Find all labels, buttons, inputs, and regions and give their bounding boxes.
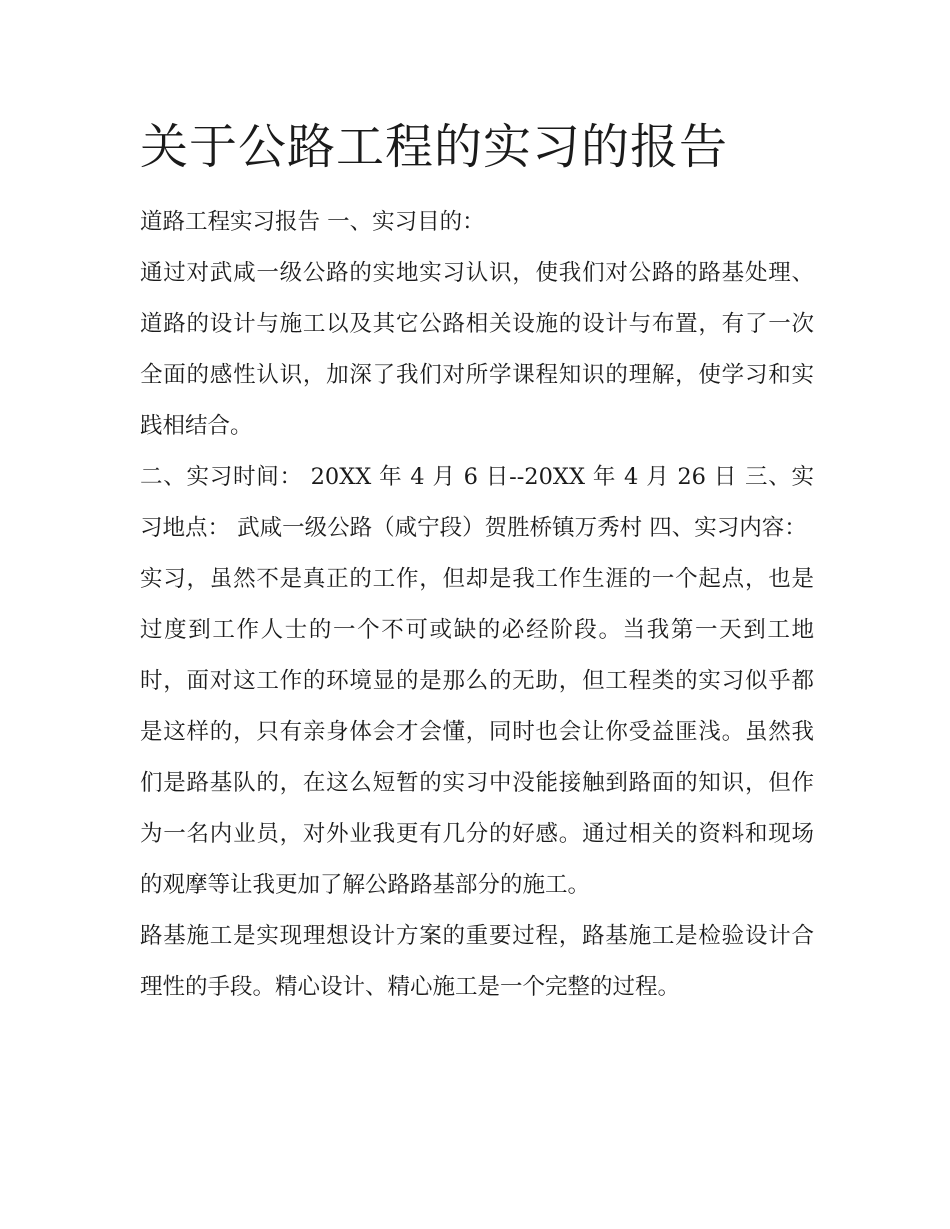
paragraph-content: 实习，虽然不是真正的工作，但却是我工作生涯的一个起点，也是过度到工作人士的一个不可或缺的必经阶段。当我第一天到工地时，面对这工作的环境显的是那么的无助，但工程类的实习似乎都是这样的，只有亲身体会才会懂，同时也会让你受益匪浅。虽然我们是路基队的，在这么短暂的实习中没能接触到路面的知识，但作为一名内业员，对外业我更有几分的好感。通过相关的资料和现场的观摩等让我更加了解公路路基部分的施工。 — [140, 566, 814, 898]
document-title: 关于公路工程的实习的报告 — [140, 119, 729, 175]
paragraph-purpose: 通过对武咸一级公路的实地实习认识，使我们对公路的路基处理、道路的设计与施工以及其它公路相关设施的设计与布置，有了一次全面的感性认识，加深了我们对所学课程知识的理解，使学习和实践相结合。 — [140, 260, 814, 439]
paragraph-roadbed: 路基施工是实现理想设计方案的重要过程，路基施工是检验设计合理性的手段。精心设计、精心施工是一个完整的过程。 — [140, 923, 814, 1000]
paragraph-time-location: 二、实习时间： 20XX 年 4 月 6 日--20XX 年 4 月 26 日 三、实习地点： 武咸一级公路（咸宁段）贺胜桥镇万秀村 四、实习内容： — [140, 464, 814, 541]
paragraph-intro-heading: 道路工程实习报告 一、实习目的： — [140, 209, 485, 235]
document-body — [140, 197, 814, 1013]
